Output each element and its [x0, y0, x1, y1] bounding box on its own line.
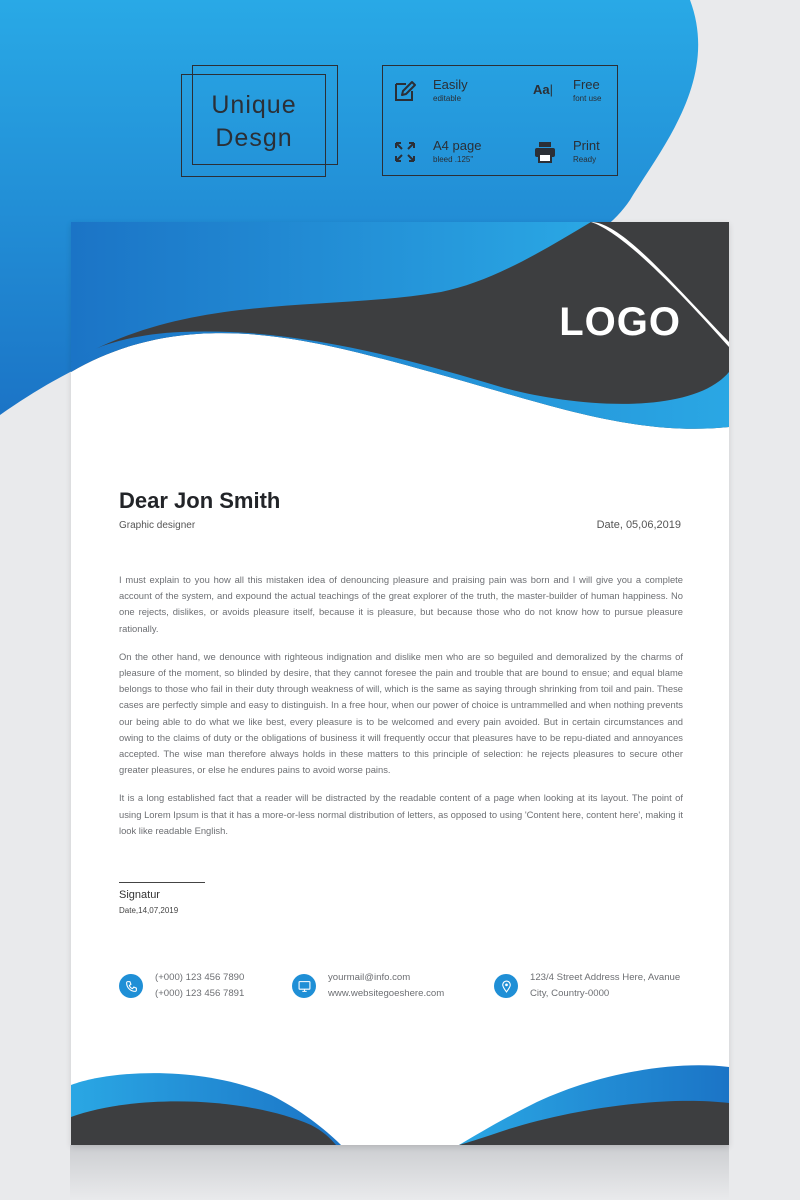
feature-title: Print [573, 138, 600, 153]
footer-wave [71, 1055, 729, 1145]
signature-label: Signatur [119, 889, 160, 901]
feature-subtitle: bleed .125" [433, 155, 474, 164]
signature-line [119, 882, 205, 883]
recipient-greeting: Dear Jon Smith [119, 488, 281, 513]
website-url: www.websitegoeshere.com [328, 988, 445, 999]
feature-print-ready [533, 138, 643, 174]
letter-date: Date, 05,06,2019 [596, 519, 681, 531]
letter-body [119, 572, 683, 851]
recipient-role: Graphic designer [119, 520, 196, 531]
edit-icon [393, 79, 417, 103]
printer-icon [533, 140, 557, 164]
badge-text [195, 89, 313, 155]
feature-subtitle: Ready [573, 155, 597, 164]
feature-title: Easily [433, 77, 468, 92]
font-icon: Aa| [533, 82, 554, 97]
features-box [382, 65, 618, 176]
badge-line-1: Unique [211, 91, 297, 119]
signature-date: Date,14,07,2019 [119, 906, 179, 915]
letterhead-paper [71, 222, 729, 1145]
monitor-icon [292, 974, 316, 998]
phone-number-1: (+000) 123 456 7890 [155, 972, 245, 983]
paragraph: It is a long established fact that a reader will be distracted by the readable content of a page when looking at its layout. The point of using Lorem Ipsum is that it has a more-or-less normal distribution of letters, as opposed to using 'Content here, content here', making it look like readable English. [119, 792, 683, 836]
feature-title: A4 page [433, 138, 482, 153]
expand-icon [393, 140, 417, 164]
paper-reflection [70, 1145, 729, 1200]
feature-subtitle: font use [573, 94, 602, 103]
email-address: yourmail@info.com [328, 972, 411, 983]
phone-icon [119, 974, 143, 998]
feature-subtitle: editable [433, 94, 462, 103]
location-pin-icon [494, 974, 518, 998]
paragraph: On the other hand, we denounce with righteous indignation and dislike men who are so beguiled and demoralized by the charms of pleasure of the moment, so blinded by desire, that they cannot foresee the pain and trouble that are bound to ensue; and equal blame belongs to those who fail in their duty through weakness of will, which is the same as saying through shrinking from toil and pain. These cases are perfectly simple and easy to distinguish. In a free hour, when our power of choice is untrammelled and when nothing prevents our being able to do what we like best, every pleasure is to be welcomed and every pain avoided. But in certain circumstances and owing to the claims of duty or the obligations of business it will frequently occur that pleasures have to be repu-diated and annoyances accepted. The wise man therefore always holds in these matters to this principle of selection: he rejects pleasures to secure other greater pleasures, or else he endures pains to avoid worse pains. [119, 650, 683, 776]
feature-title: Free [573, 77, 600, 92]
unique-design-badge [181, 65, 338, 177]
phone-number-2: (+000) 123 456 7891 [155, 988, 245, 999]
feature-free-font [533, 77, 643, 113]
paragraph: I must explain to you how all this mistaken idea of denouncing pleasure and praising pain was born and I will give you a complete account of the system, and expound the actual teachings of the great explorer of the truth, the master-builder of human happiness. No one rejects, dislikes, or avoids pleasure itself, because it is pleasure, but because those who do not know how to pursue pleasure rationally. [119, 574, 683, 634]
badge-line-2: Desgn [215, 124, 293, 152]
feature-a4-page [393, 138, 503, 174]
feature-easily-editable [393, 77, 503, 113]
company-logo: LOGO [559, 300, 681, 344]
address-line-1: 123/4 Street Address Here, Avanue [530, 972, 681, 983]
address-line-2: City, Country-0000 [530, 988, 610, 999]
font-icon-text: Aa [533, 82, 550, 97]
